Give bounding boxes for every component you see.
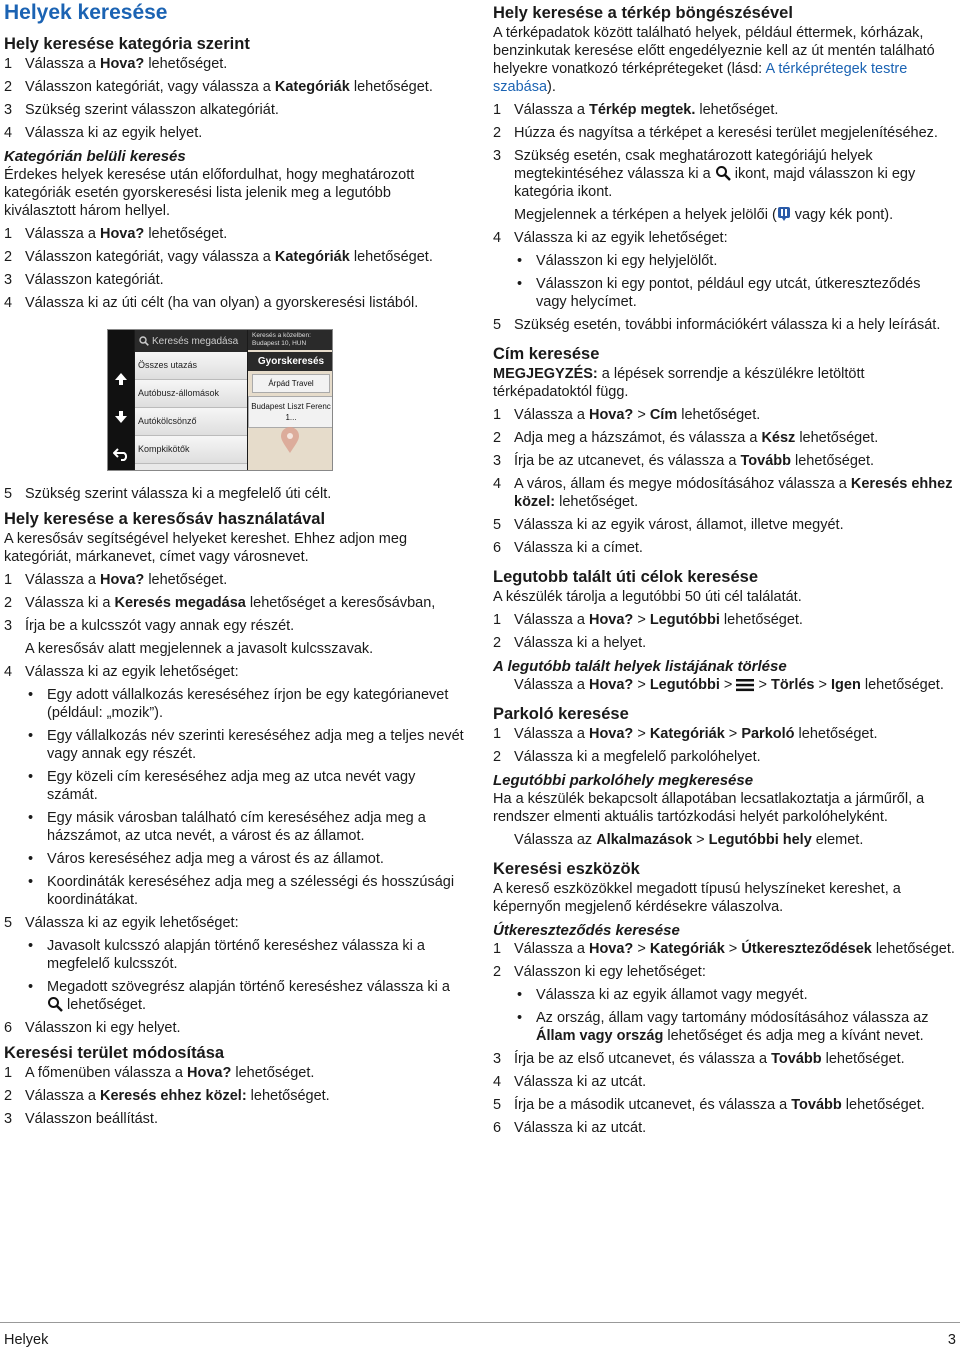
section-heading-search-tools: Keresési eszközök bbox=[493, 860, 640, 878]
subsection-heading-intersection: Útkereszteződés keresése bbox=[493, 922, 680, 939]
footer-section: Helyek bbox=[4, 1332, 49, 1347]
step: 4 Válassza ki az utcát. bbox=[493, 1074, 647, 1090]
bullet-item: • Koordináták kereséséhez adja meg a szélességi és hosszúsági koordinátákat. bbox=[28, 874, 455, 908]
step: 3 Válasszon beállítást. bbox=[4, 1111, 158, 1127]
paragraph: A készülék tárolja a legutóbbi 50 úti cél találatát. bbox=[493, 589, 802, 605]
step: 4 Válassza ki az egyik lehetőséget: bbox=[4, 664, 239, 680]
paragraph: Ha a készülék bekapcsolt állapotában lecsatlakoztatja a járműről, a rendszer elmenti aktuális tartózkodási helyét parkolóhelyként. bbox=[493, 791, 925, 825]
subsection-heading-within-category: Kategórián belüli keresés bbox=[4, 148, 186, 165]
menu-icon bbox=[736, 678, 754, 692]
category-steps bbox=[4, 55, 466, 142]
step: 2 Válassza a Keresés ehhez közel: lehetőséget. bbox=[4, 1088, 330, 1104]
list-item[interactable]: Autóbusz-állomások bbox=[135, 380, 247, 408]
bullet-item: • Az ország, állam vagy tartomány módosításához válassza az Állam vagy ország lehetőséget és adja meg a kívánt nevet. bbox=[517, 1010, 929, 1044]
step: 5 Írja be a második utcanevet, és válassza a Tovább lehetőséget. bbox=[493, 1097, 925, 1113]
step: 3 Szükség szerint válasszon alkategóriát. bbox=[4, 102, 279, 118]
map-pin-icon bbox=[278, 426, 302, 454]
section-heading-recent: Legutobb talált úti célok keresése bbox=[493, 568, 758, 586]
right-column bbox=[493, 0, 955, 1142]
step: 6 Válasszon ki egy helyet. bbox=[4, 1020, 181, 1036]
step-note: Válassza a Hova? > Legutóbbi > > Törlés > Igen lehetőséget. bbox=[514, 677, 944, 693]
section-heading-map-browse: Hely keresése a térkép böngészésével bbox=[493, 4, 793, 22]
section-heading-parking: Parkoló keresése bbox=[493, 705, 629, 723]
step: 2 Válassza ki a helyet. bbox=[493, 635, 647, 651]
step: 5 Válassza ki az egyik lehetőséget: bbox=[4, 915, 239, 931]
step: 3 Írja be az utcanevet, és válassza a Tovább lehetőséget. bbox=[493, 453, 875, 469]
bullet-item: • Egy vállalkozás név szerinti kereséséhez adja meg a teljes nevét vagy annak egy részét. bbox=[28, 728, 464, 762]
search-icon bbox=[715, 165, 731, 181]
within-category-steps bbox=[4, 225, 466, 312]
device-screenshot bbox=[107, 329, 333, 471]
step: 2 Válasszon kategóriát, vagy válassza a Kategóriák lehetőséget. bbox=[4, 249, 433, 265]
paragraph: A térképadatok között található helyek, például éttermek, kórházak, benzinkutak keresése előtt engedélyeznie kell az út mentén található helyekre vonatkozó térképrétegeket (lásd: A térképrétegek testre szabása). bbox=[493, 25, 935, 95]
step: 4 A város, állam és megye módosításához válassza a Keresés ehhez közel: lehetőséget. bbox=[493, 476, 953, 510]
bullet-item: • Egy adott vállalkozás kereséséhez írjon be egy kategórianevet (például: „mozik”). bbox=[28, 687, 449, 721]
section-heading-searchbar: Hely keresése a keresősáv használatával bbox=[4, 510, 326, 528]
bullet-item: • Megadott szövegrész alapján történő kereséshez válassza ki a lehetőséget. bbox=[28, 979, 450, 1013]
step: 1 Válassza a Hova? lehetőséget. bbox=[4, 226, 228, 242]
step: 2 Válasszon kategóriát, vagy válassza a Kategóriák lehetőséget. bbox=[4, 79, 433, 95]
step: 3 Írja be az első utcanevet, és válassza a Tovább lehetőséget. bbox=[493, 1051, 905, 1067]
arrow-up-icon[interactable] bbox=[114, 372, 128, 386]
poi-marker-icon bbox=[777, 206, 791, 222]
subsection-heading-clear-recent: A legutóbb talált helyek listájának törlése bbox=[493, 658, 787, 675]
search-bar[interactable] bbox=[135, 330, 247, 352]
step: 2 Válassza ki a Keresés megadása lehetőséget a keresősávban, bbox=[4, 595, 436, 611]
search-icon bbox=[139, 336, 149, 346]
step: 3 Válasszon kategóriát. bbox=[4, 272, 164, 288]
step: 3 Szükség esetén, csak meghatározott kategóriájú helyek megtekintéséhez válassza ki a ikont, majd válasszon ki egy kategória ikont. bbox=[493, 148, 916, 200]
step: 1 Válassza a Hova? > Legutóbbi lehetőséget. bbox=[493, 612, 803, 628]
note: MEGJEGYZÉS: a lépések sorrendje a készülékre letöltött térképadatoktól függ. bbox=[493, 366, 865, 400]
step-note: A keresősáv alatt megjelennek a javasolt kulcsszavak. bbox=[25, 641, 374, 657]
step: 6 Válassza ki az utcát. bbox=[493, 1120, 647, 1136]
search-placeholder: Keresés megadása bbox=[152, 335, 239, 347]
step: 1 Válassza a Térkép megtek. lehetőséget. bbox=[493, 102, 779, 118]
bullet-item: • Város kereséséhez adja meg a várost és az államot. bbox=[28, 851, 384, 867]
bullet-item: • Javasolt kulcsszó alapján történő kereséshez válassza ki a megfelelő kulcsszót. bbox=[28, 938, 425, 972]
left-column bbox=[4, 0, 466, 1133]
step: 5 Szükség szerint válassza ki a megfelelő úti célt. bbox=[4, 486, 332, 502]
list-item[interactable]: Kompkikötők bbox=[135, 436, 247, 464]
paragraph: A kereső eszközökkel megadott típusú helyszíneket kereshet, a képernyőn megjelenő kérdésekre válaszolva. bbox=[493, 881, 901, 915]
section-heading-search-area: Keresési terület módosítása bbox=[4, 1044, 225, 1062]
device-category-list bbox=[135, 330, 247, 471]
step: 2 Húzza és nagyítsa a térképet a keresési terület megjelenítéséhez. bbox=[493, 125, 938, 141]
bullet-item: • Egy másik városban található cím kereséséhez adja meg a házszámot, az utca nevét, a várost és az államot. bbox=[28, 810, 426, 844]
quick-search-title: Gyorskeresés bbox=[248, 352, 333, 371]
subsection-heading-last-parking: Legutóbbi parkolóhely megkeresése bbox=[493, 772, 754, 789]
device-sidebar bbox=[108, 330, 134, 471]
page-number: 3 bbox=[947, 1332, 956, 1347]
list-item[interactable]: Összes utazás bbox=[135, 352, 247, 380]
section-heading-address: Cím keresése bbox=[493, 345, 600, 363]
step: 2 Válassza ki a megfelelő parkolóhelyet. bbox=[493, 749, 761, 765]
bullet-item: • Válassza ki az egyik államot vagy megyét. bbox=[517, 987, 808, 1003]
step: 6 Válassza ki a címet. bbox=[493, 540, 643, 556]
quick-search-result[interactable]: Árpád Travel bbox=[252, 374, 330, 393]
device-map[interactable] bbox=[248, 330, 333, 471]
step: 1 Válassza a Hova? lehetőséget. bbox=[4, 572, 228, 588]
paragraph: Érdekes helyek keresése után előfordulhat, hogy meghatározott kategóriák esetén gyorskeresési lista jelenik meg a legutóbb kiválasztott három hellyel. bbox=[4, 167, 415, 219]
step: 1 Válassza a Hova? lehetőséget. bbox=[4, 56, 228, 72]
step: 5 Válassza ki az egyik várost, államot, illetve megyét. bbox=[493, 517, 844, 533]
page-footer bbox=[0, 1322, 960, 1347]
step: 5 Szükség esetén, további információkért válassza ki a hely leírását. bbox=[493, 317, 941, 333]
step: 3 Írja be a kulcsszót vagy annak egy részét. bbox=[4, 618, 295, 634]
bullet-item: • Válasszon ki egy helyjelölőt. bbox=[517, 253, 718, 269]
page-title: Helyek keresése bbox=[4, 1, 168, 24]
step: 1 Válassza a Hova? > Kategóriák > Útkereszteződések lehetőséget. bbox=[493, 941, 955, 957]
bullet-item: • Válasszon ki egy pontot, például egy utcát, útkereszteződés vagy helycímet. bbox=[517, 276, 921, 310]
step: 4 Válassza ki az úti célt (ha van olyan) a gyorskeresési listából. bbox=[4, 295, 419, 311]
paragraph: A keresősáv segítségével helyeket kereshet. Ehhez adjon meg kategóriát, márkanevet, címet vagy városnevet. bbox=[4, 531, 408, 565]
back-icon[interactable] bbox=[113, 447, 129, 461]
map-layers-link[interactable]: A térképrétegek testre szabása bbox=[493, 61, 908, 95]
list-item[interactable]: Autókölcsönző bbox=[135, 408, 247, 436]
search-icon bbox=[47, 996, 63, 1012]
step: 1 Válassza a Hova? > Kategóriák > Parkoló lehetőséget. bbox=[493, 726, 878, 742]
step: 4 Válassza ki az egyik lehetőséget: bbox=[493, 230, 728, 246]
step-note: Megjelennek a térképen a helyek jelölői ( vagy kék pont). bbox=[514, 207, 894, 223]
map-location-info: Keresés a közelben: Budapest 10, HUN bbox=[248, 330, 333, 350]
step: 1 Válassza a Hova? > Cím lehetőséget. bbox=[493, 407, 761, 423]
arrow-down-icon[interactable] bbox=[114, 410, 128, 424]
step: 4 Válassza ki az egyik helyet. bbox=[4, 125, 203, 141]
bullet-item: • Egy közeli cím kereséséhez adja meg az utca nevét vagy számát. bbox=[28, 769, 416, 803]
step: 2 Adja meg a házszámot, és válassza a Kész lehetőséget. bbox=[493, 430, 879, 446]
step: 1 A főmenüben válassza a Hova? lehetőséget. bbox=[4, 1065, 315, 1081]
step: 2 Válasszon ki egy lehetőséget: bbox=[493, 964, 706, 980]
quick-search-result[interactable]: Budapest Liszt Ferenc 1... bbox=[248, 396, 333, 428]
step-note: Válassza az Alkalmazások > Legutóbbi hely elemet. bbox=[514, 832, 864, 848]
section-heading-category: Hely keresése kategória szerint bbox=[4, 35, 250, 53]
